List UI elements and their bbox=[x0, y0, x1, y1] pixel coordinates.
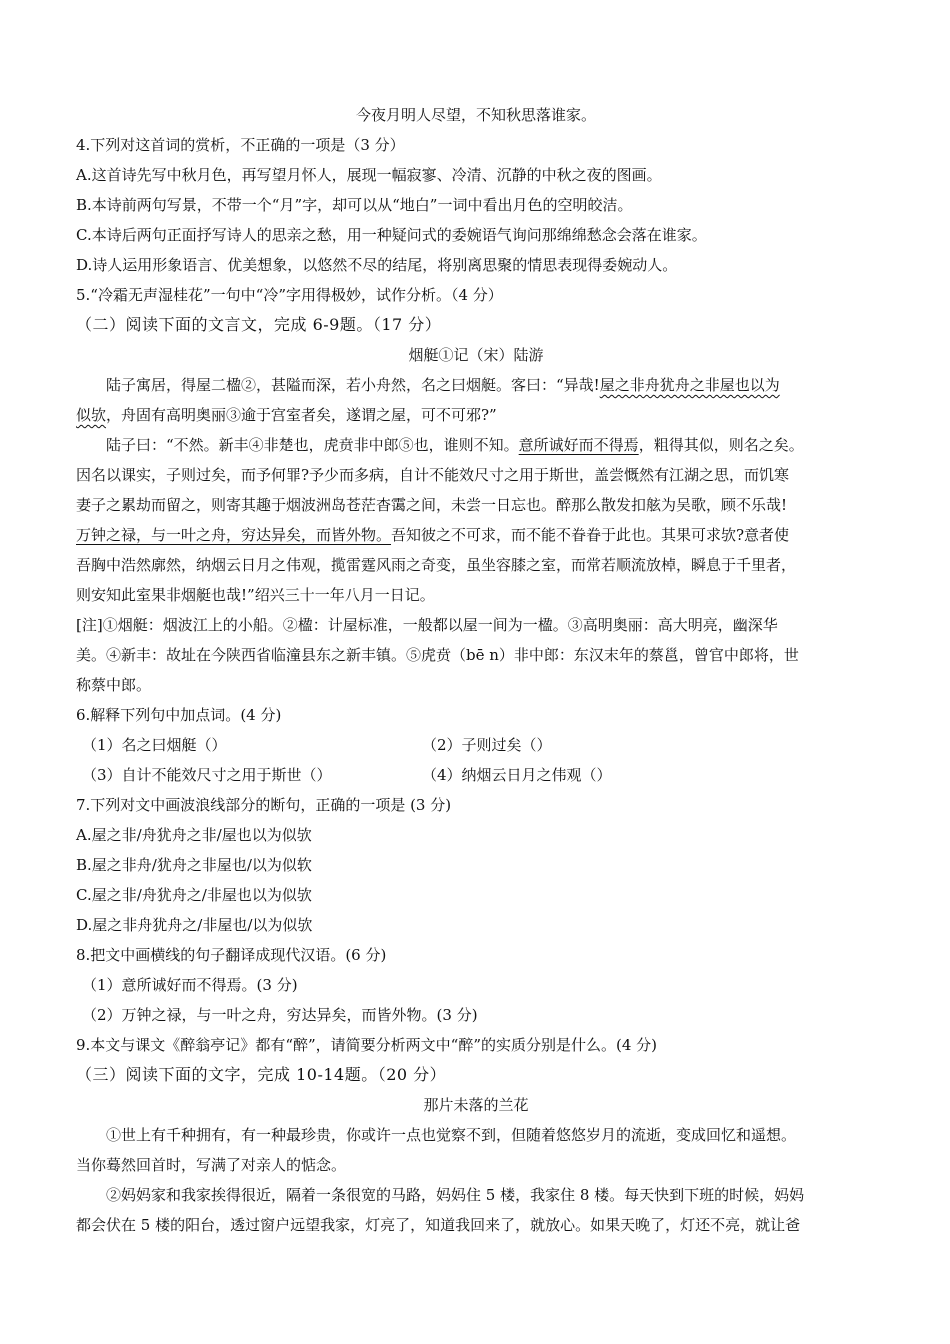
question-4-option-c: C.本诗后两句正面抒写诗人的思亲之愁，用一种疑问式的委婉语气询问那绵绵愁念会落在谁家。 bbox=[76, 226, 707, 244]
para2-line-6: 则安知此室果非烟艇也哉!”绍兴三十一年八月一日记。 bbox=[76, 586, 435, 604]
para1-wavy-underline-a: 屋之非舟犹舟之非屋也以为 bbox=[599, 376, 780, 394]
question-8-item-2: （2）万钟之禄，与一叶之舟，穷达异矣，而皆外物。(3 分) bbox=[82, 1006, 478, 1024]
question-6-stem: 6.解释下列句中加点词。(4 分) bbox=[76, 706, 282, 724]
section-2-notes bbox=[76, 610, 876, 700]
section-3-paragraph-1 bbox=[76, 1120, 876, 1180]
question-7-option-d: D.屋之非舟犹舟之/非屋也/以为似欤 bbox=[76, 916, 313, 934]
question-8-stem: 8.把文中画横线的句子翻译成现代汉语。(6 分) bbox=[76, 946, 387, 964]
note-line-3: 称蔡中郎。 bbox=[76, 676, 152, 694]
para1-wavy-underline-b: 似欤 bbox=[76, 406, 107, 424]
question-5: 5.“冷霜无声湿桂花”一句中“冷”字用得极妙，试作分析。（4 分） bbox=[76, 286, 503, 304]
para2-text-c: ，粗得其似，则名之矣。 bbox=[638, 436, 804, 454]
question-4-option-d: D.诗人运用形象语言、优美想象，以悠然不尽的结尾，将别离思聚的情思表现得委婉动人。 bbox=[76, 256, 678, 274]
question-4-option-b: B.本诗前两句写景，不带一个“月”字，却可以从“地白”一词中看出月色的空明皎洁。 bbox=[76, 196, 633, 214]
s3-para2-line-1: ②妈妈家和我家挨得很近，隔着一条很宽的马路，妈妈住 5 楼，我家住 8 楼。每天快到下班的时候，妈妈 bbox=[106, 1186, 805, 1204]
note-line-2: 美。④新丰：故址在今陕西省临潼县东之新丰镇。⑤虎贲（bē n）非中郎：东汉末年的蔡邕，曾官中郎将，世 bbox=[76, 646, 799, 664]
section-2-paragraph-2 bbox=[76, 430, 876, 610]
section-2-paragraph-1 bbox=[76, 370, 876, 430]
para1-text-a: 陆子寓居，得屋二楹②，甚隘而深，若小舟然，名之曰烟艇。客曰：“异哉! bbox=[106, 376, 600, 394]
question-6-item-2: （2）子则过矣（） bbox=[422, 736, 552, 754]
para1-text-d: ，舟固有高明奥丽③逾于宫室者矣，遂谓之屋，可不可邪?” bbox=[106, 406, 497, 424]
question-6-item-4: （4）纳烟云日月之伟观（） bbox=[422, 766, 612, 784]
question-7-option-c: C.屋之非/舟犹舟之/非屋也以为似欤 bbox=[76, 886, 312, 904]
para2-underlined-sentence-2: 万钟之禄，与一叶之舟，穷达异矣，而皆外物。 bbox=[76, 526, 392, 544]
question-7-option-b: B.屋之非舟/犹舟之非屋也/以为似软 bbox=[76, 856, 312, 874]
question-7-option-a: A.屋之非/舟犹舟之非/屋也以为似欤 bbox=[76, 826, 312, 844]
note-line-1: [注]①烟艇：烟波江上的小船。②楹：计屋标准，一般都以屋一间为一楹。③高明奥丽：高大明亮，幽深华 bbox=[76, 616, 778, 634]
question-6-item-3: （3）自计不能效尺寸之用于斯世（） bbox=[82, 766, 332, 784]
question-9: 9.本文与课文《醉翁亭记》都有“醉”，请简要分析两文中“醉”的实质分别是什么。(4 分) bbox=[76, 1036, 658, 1054]
para2-line-5: 吾胸中浩然廓然，纳烟云日月之伟观，揽雷霆风雨之奇变，虽坐容膝之室，而常若顺流放棹，瞬息于千里者， bbox=[76, 556, 797, 574]
s3-para1-line-1: ①世上有千种拥有，有一种最珍贵，你或许一点也觉察不到，但随着悠悠岁月的流逝，变成回忆和遥想。 bbox=[106, 1126, 797, 1144]
s3-para2-line-2: 都会伏在 5 楼的阳台，透过窗户远望我家，灯亮了，知道我回来了，就放心。如果天晚了，灯还不亮，就让爸 bbox=[76, 1216, 801, 1234]
section-2-title: 烟艇①记（宋）陆游 bbox=[408, 346, 544, 364]
question-4-option-a: A.这首诗先写中秋月色，再写望月怀人，展现一幅寂寥、冷清、沉静的中秋之夜的图画。 bbox=[76, 166, 662, 184]
poem-last-line: 今夜月明人尽望，不知秋思落谁家。 bbox=[355, 106, 596, 124]
section-2-heading: （二）阅读下面的文言文，完成 6-9题。（17 分） bbox=[76, 315, 442, 334]
exam-page bbox=[76, 100, 876, 1240]
question-6-item-1: （1）名之曰烟艇（） bbox=[82, 736, 227, 754]
para2-underlined-sentence-1: 意所诚好而不得焉 bbox=[518, 436, 639, 454]
section-3-title: 那片未落的兰花 bbox=[423, 1096, 529, 1114]
question-7-stem: 7.下列对文中画波浪线部分的断句，正确的一项是 (3 分) bbox=[76, 796, 452, 814]
question-8-item-1: （1）意所诚好而不得焉。(3 分) bbox=[82, 976, 298, 994]
para2-text-a: 陆子曰：“不然。新丰④非楚也，虎贲非中郎⑤也，谁则不知。 bbox=[106, 436, 519, 454]
section-3-paragraph-2 bbox=[76, 1180, 876, 1240]
para2-line-4-rest: 吾知彼之不可求，而不能不眷眷于此也。其果可求欤?意者使 bbox=[391, 526, 790, 544]
s3-para1-line-2: 当你蓦然回首时，写满了对亲人的惦念。 bbox=[76, 1156, 347, 1174]
section-3-heading: （三）阅读下面的文字，完成 10-14题。（20 分） bbox=[76, 1065, 447, 1084]
para2-line-3: 妻子之累劫而留之，则寄其趣于烟波洲岛苍茫杳霭之间，未尝一日忘也。醉那么散发扣舷为吴歌，顾不乐哉! bbox=[76, 496, 788, 514]
question-4-stem: 4.下列对这首词的赏析，不正确的一项是（3 分） bbox=[76, 136, 405, 154]
para2-line-2: 因名以课实，子则过矣，而予何罪?予少而多病，自计不能效尺寸之用于斯世，盖尝慨然有江湖之思，而饥寒 bbox=[76, 466, 790, 484]
